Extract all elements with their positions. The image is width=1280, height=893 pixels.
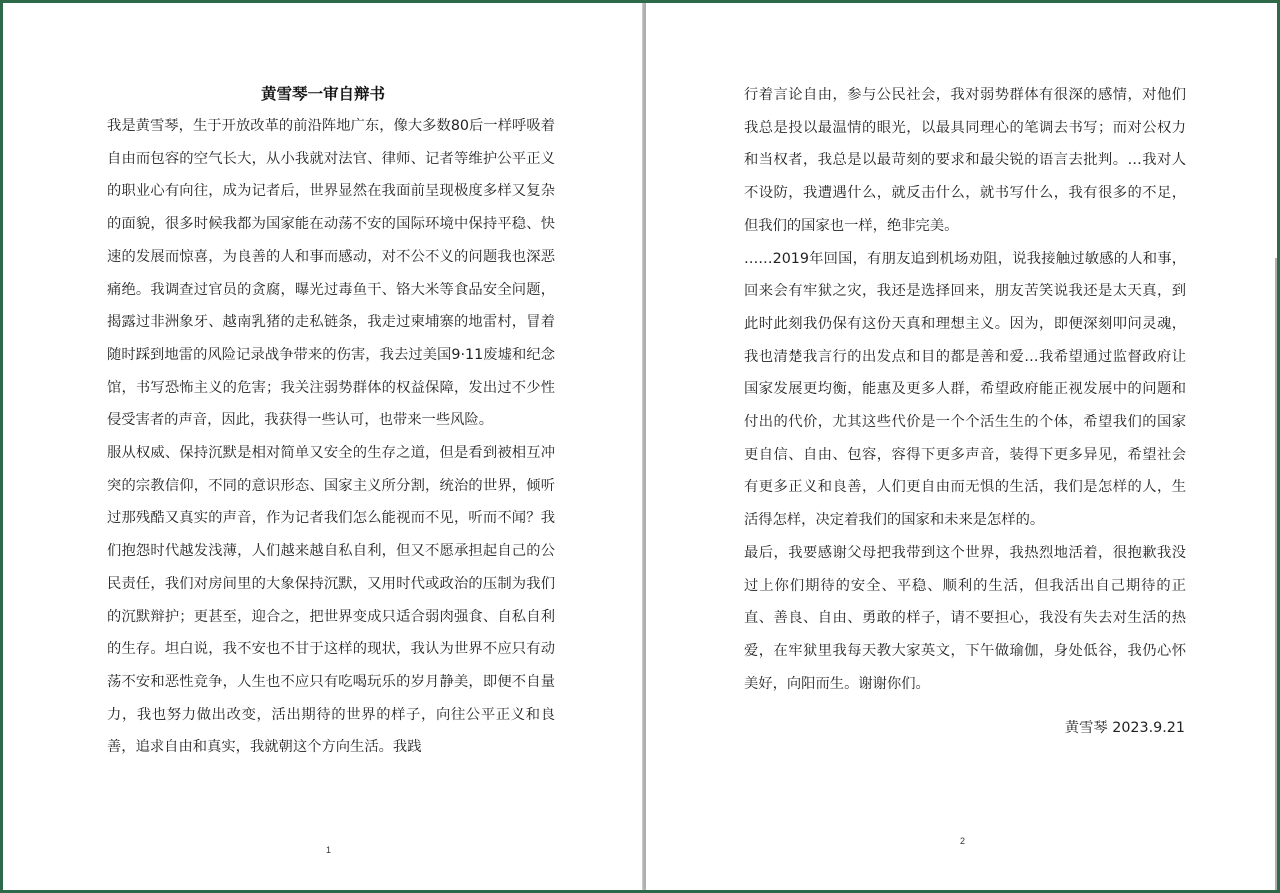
page-2 [646,3,1277,890]
page-1 [3,3,643,890]
page-number: 1 [326,845,332,855]
document-title: 黄雪琴一审自辩书 [260,85,385,103]
paragraph: 服从权威、保持沉默是相对简单又安全的生存之道，但是看到被相互冲突的宗教信仰，不同的意识形态、国家主义所分割，统治的世界，倾听过那残酷又真实的声音，作为记者我们怎么能视而不见，听而不闻？我们抱怨时代越发浅薄，人们越来越自私自利，但又不愿承担起自己的公民责任，我们对房间里的大象保持沉默，又用时代或政治的压制为我们的沉默辩护；更甚至，迎合之，把世界变成只适合弱肉强食、自私自利的生存。坦白说，我不安也不甘于这样的现状，我认为世界不应只有动荡不安和恶性竞争，人生也不应只有吃喝玩乐的岁月静美，即便不自量力，我也努力做出改变，活出期待的世界的样子，向往公平正义和良善，追求自由和真实，我就朝这个方向生活。我践 [107,445,555,756]
signature: 黄雪琴 2023.9.21 [1064,720,1185,736]
paragraph: ……2019年回国，有朋友追到机场劝阻，说我接触过敏感的人和事，回来会有牢狱之灾，我还是选择回来，朋友苦笑说我还是太天真，到此时此刻我仍保有这份天真和理想主义。因为，即便深刻叩问灵魂，我也清楚我言行的出发点和目的都是善和爱…我希望通过监督政府让国家发展更均衡，能惠及更多人群，希望政府能正视发展中的问题和付出的代价，尤其这些代价是一个个活生生的个体，希望我们的国家更自信、自由、包容，容得下更多声音，装得下更多异见，希望社会有更多正义和良善，人们更自由而无惧的生活，我们是怎样的人，生活得怎样，决定着我们的国家和未来是怎样的。 [744,250,1186,529]
page-1-body [107,110,555,764]
page-number: 2 [960,836,966,846]
page-2-body [744,79,1186,700]
page-edge [1275,258,1277,890]
paragraph: 我是黄雪琴，生于开放改革的前沿阵地广东，像大多数80后一样呼吸着自由而包容的空气长大，从小我就对法官、律师、记者等维护公平正义的职业心有向往，成为记者后，世界显然在我面前呈现极度多样又复杂的面貌，很多时候我都为国家能在动荡不安的国际环境中保持平稳、快速的发展而惊喜，为良善的人和事而感动，对不公不义的问题我也深恶痛绝。我调查过官员的贪腐，曝光过毒鱼干、铬大米等食品安全问题，揭露过非洲象牙、越南乳猪的走私链条，我走过柬埔寨的地雷村，冒着随时踩到地雷的风险记录战争带来的伤害，我去过美国9·11废墟和纪念馆，书写恐怖主义的危害；我关注弱势群体的权益保障，发出过不少性侵受害者的声音，因此，我获得一些认可，也带来一些风险。 [107,118,555,429]
paragraph: 行着言论自由，参与公民社会，我对弱势群体有很深的感情，对他们我总是投以最温情的眼光，以最具同理心的笔调去书写；而对公权力和当权者，我总是以最苛刻的要求和最尖锐的语言去批判。…我对人不设防，我遭遇什么，就反击什么，就书写什么，我有很多的不足，但我们的国家也一样，绝非完美。 [744,87,1186,234]
paragraph: 最后，我要感谢父母把我带到这个世界，我热烈地活着，很抱歉我没过上你们期待的安全、平稳、顺利的生活，但我活出自己期待的正直、善良、自由、勇敢的样子，请不要担心，我没有失去对生活的热爱，在牢狱里我每天教大家英文，下午做瑜伽，身处低谷，我仍心怀美好，向阳而生。谢谢你们。 [744,544,1186,692]
document-viewer [3,3,1277,890]
